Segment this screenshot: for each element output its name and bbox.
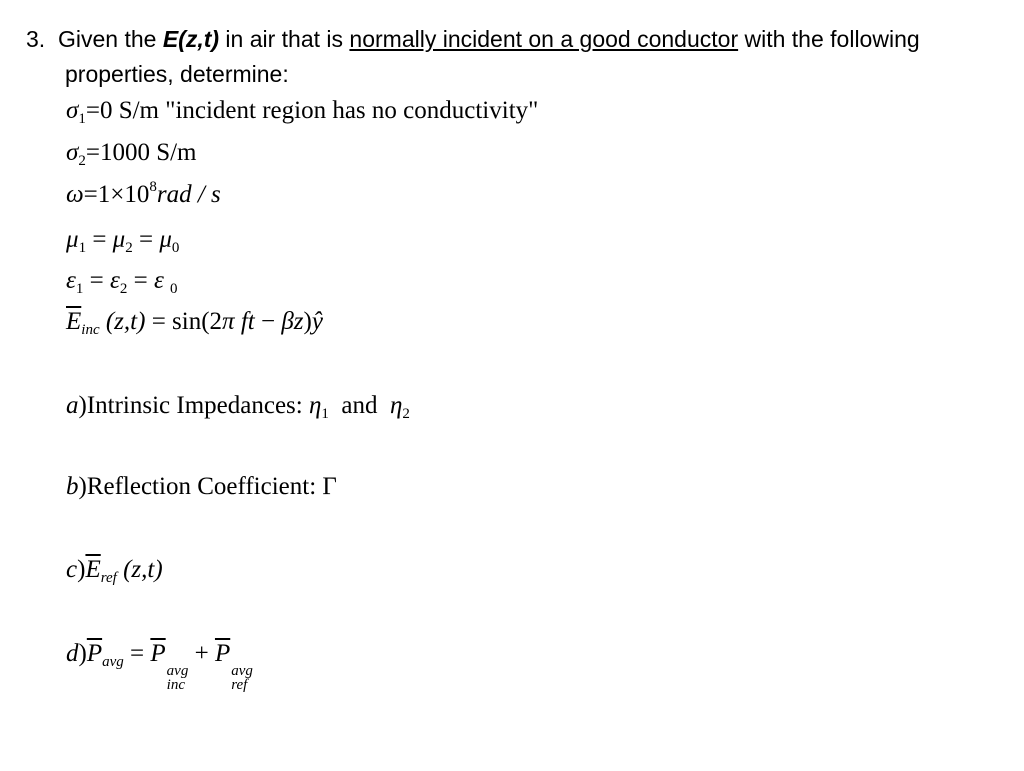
sigma1-line: $\sigma_1=0$ S/m "incident region has no conductivity" <box>66 97 539 127</box>
sub: avg <box>102 654 124 670</box>
minus: − <box>254 308 282 335</box>
sigma2-line: $\sigma_2=1000$ S/m <box>66 139 197 169</box>
args: (z,t) <box>105 308 146 335</box>
part-d: $d)\overline{P}_{avg} = \overline{P}$ avg inc + $\overline{P}$ avg ref <box>66 640 253 693</box>
mu-line: $\mu_1 = \mu_2 = \mu_0$ <box>66 226 180 256</box>
sub-avg: avg <box>231 663 253 679</box>
part-label: c <box>66 556 78 583</box>
sub: 1 <box>78 240 87 256</box>
sub: 1 <box>78 111 86 127</box>
args: (z,t) <box>123 556 163 583</box>
sub: ref <box>100 570 117 586</box>
exp: 8 <box>149 179 157 195</box>
omega-line: $\omega=1\times 10^8rad / s$ <box>66 179 221 208</box>
sub-inc: inc <box>166 677 185 693</box>
einc-eq: = sin(2 <box>145 308 223 335</box>
part-label: b <box>66 473 79 500</box>
part-a: a)Intrinsic Impedances: $\eta_1$ and $\eta_2$ <box>66 392 410 422</box>
sub: 0 <box>170 281 178 297</box>
problem-text: with the following <box>738 26 920 52</box>
sub: 0 <box>171 240 180 256</box>
z: z <box>293 308 304 335</box>
sigma2-value: =1000 S/m <box>85 139 197 166</box>
part-label: d <box>66 640 79 667</box>
sub-avg: avg <box>166 663 189 679</box>
and: and <box>341 392 378 419</box>
problem-text: in air that is <box>219 26 350 52</box>
omega-value: =1×10 <box>83 181 150 208</box>
sub: 2 <box>125 240 133 256</box>
sigma1-value: =0 S/m "incident region has no conductivity" <box>85 97 539 124</box>
sub: 1 <box>321 406 329 422</box>
y-hat: ŷ <box>311 308 323 335</box>
underlined-phrase: normally incident on a good conductor <box>349 26 739 52</box>
epsilon-line: $\varepsilon_1 = \varepsilon_2 = \varepsilon$ $_0$ <box>66 267 178 297</box>
sub: 2 <box>119 281 128 297</box>
sub: inc <box>81 322 100 338</box>
ft: ft <box>240 308 255 335</box>
part-b <box>66 473 337 502</box>
problem-line-2: properties, determine: <box>65 61 289 87</box>
sub: 2 <box>402 406 410 422</box>
problem-number: 3. <box>26 26 46 52</box>
part-a-text: )Intrinsic Impedances: <box>78 392 309 419</box>
part-b-text: )Reflection Coefficient: Γ <box>78 473 337 500</box>
part-label: a <box>66 392 79 419</box>
problem-text: Given the <box>57 26 163 52</box>
sub-ref: ref <box>231 677 248 693</box>
part-c: $c)\overline{E}_{ref}$ (z,t) <box>66 556 163 586</box>
sub: 1 <box>75 281 84 297</box>
einc-line: $\overline{E}_{inc}$ (z,t) = sin(2π ft − βz)ŷ <box>66 308 323 338</box>
omega-unit: rad / s <box>156 181 221 208</box>
problem-line-1 <box>26 26 920 52</box>
sub: 2 <box>78 153 86 169</box>
field-expression: E(z,t) <box>162 26 220 52</box>
